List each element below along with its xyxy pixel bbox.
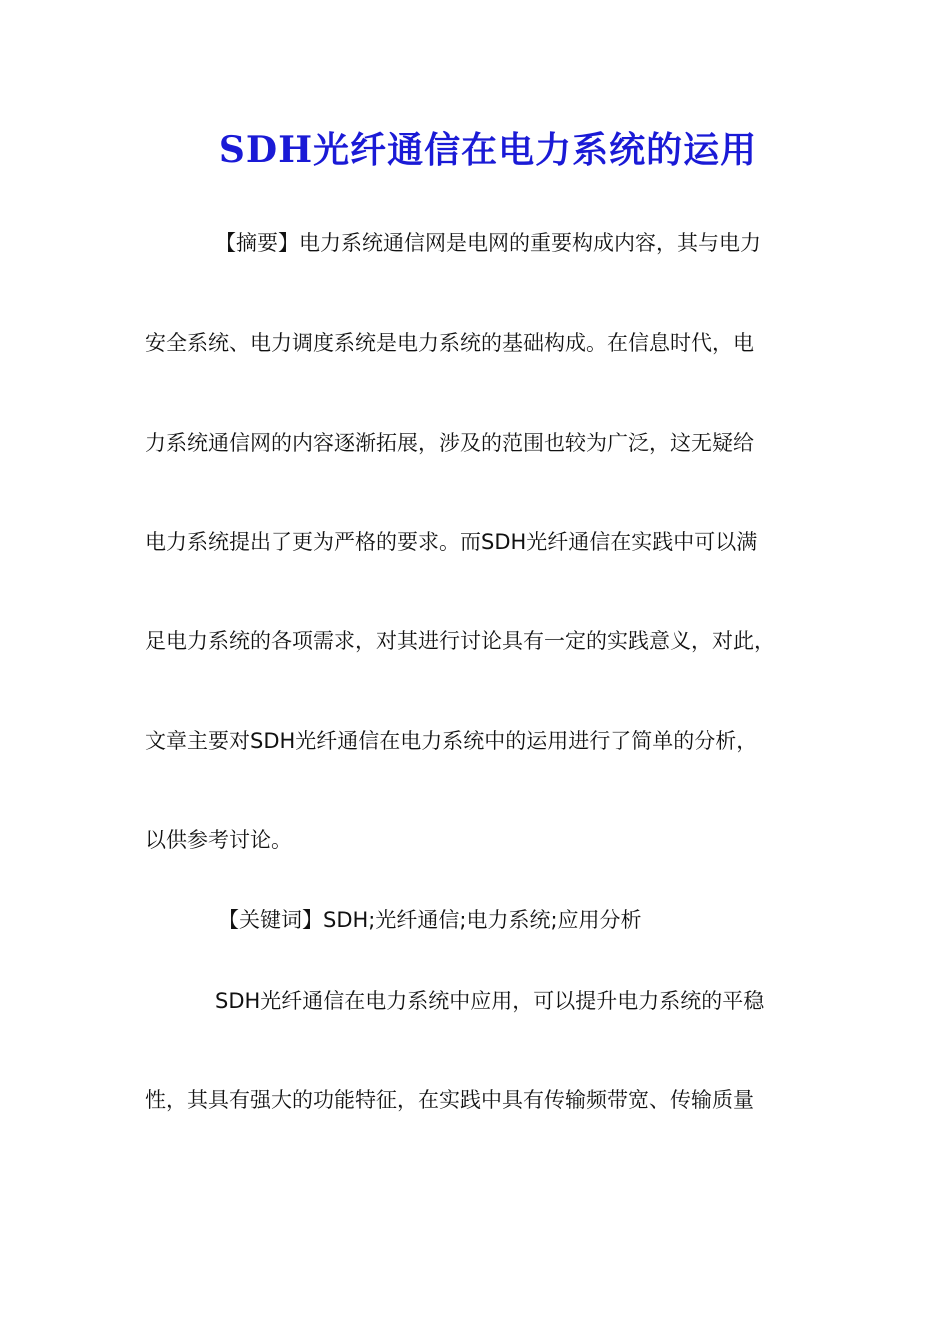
body-line-2: 性，其具有强大的功能特征，在实践中具有传输频带宽、传输质量 <box>145 1088 754 1112</box>
abstract-line-1: 【摘要】电力系统通信网是电网的重要构成内容，其与电力 <box>215 231 761 255</box>
abstract-line-4: 电力系统提出了更为严格的要求。而SDH光纤通信在实践中可以满 <box>145 530 758 554</box>
abstract-line-5: 足电力系统的各项需求，对其进行讨论具有一定的实践意义，对此， <box>145 629 775 653</box>
keywords-line: 【关键词】SDH;光纤通信;电力系统;应用分析 <box>218 908 642 932</box>
abstract-line-6: 文章主要对SDH光纤通信在电力系统中的运用进行了简单的分析， <box>145 729 758 753</box>
abstract-line-3: 力系统通信网的内容逐渐拓展，涉及的范围也较为广泛，这无疑给 <box>145 431 754 455</box>
abstract-line-7: 以供参考讨论。 <box>145 828 292 852</box>
document-title: SDH光纤通信在电力系统的运用 <box>218 129 758 171</box>
abstract-line-2: 安全系统、电力调度系统是电力系统的基础构成。在信息时代，电 <box>145 331 754 355</box>
body-line-1: SDH光纤通信在电力系统中应用，可以提升电力系统的平稳 <box>215 989 765 1013</box>
